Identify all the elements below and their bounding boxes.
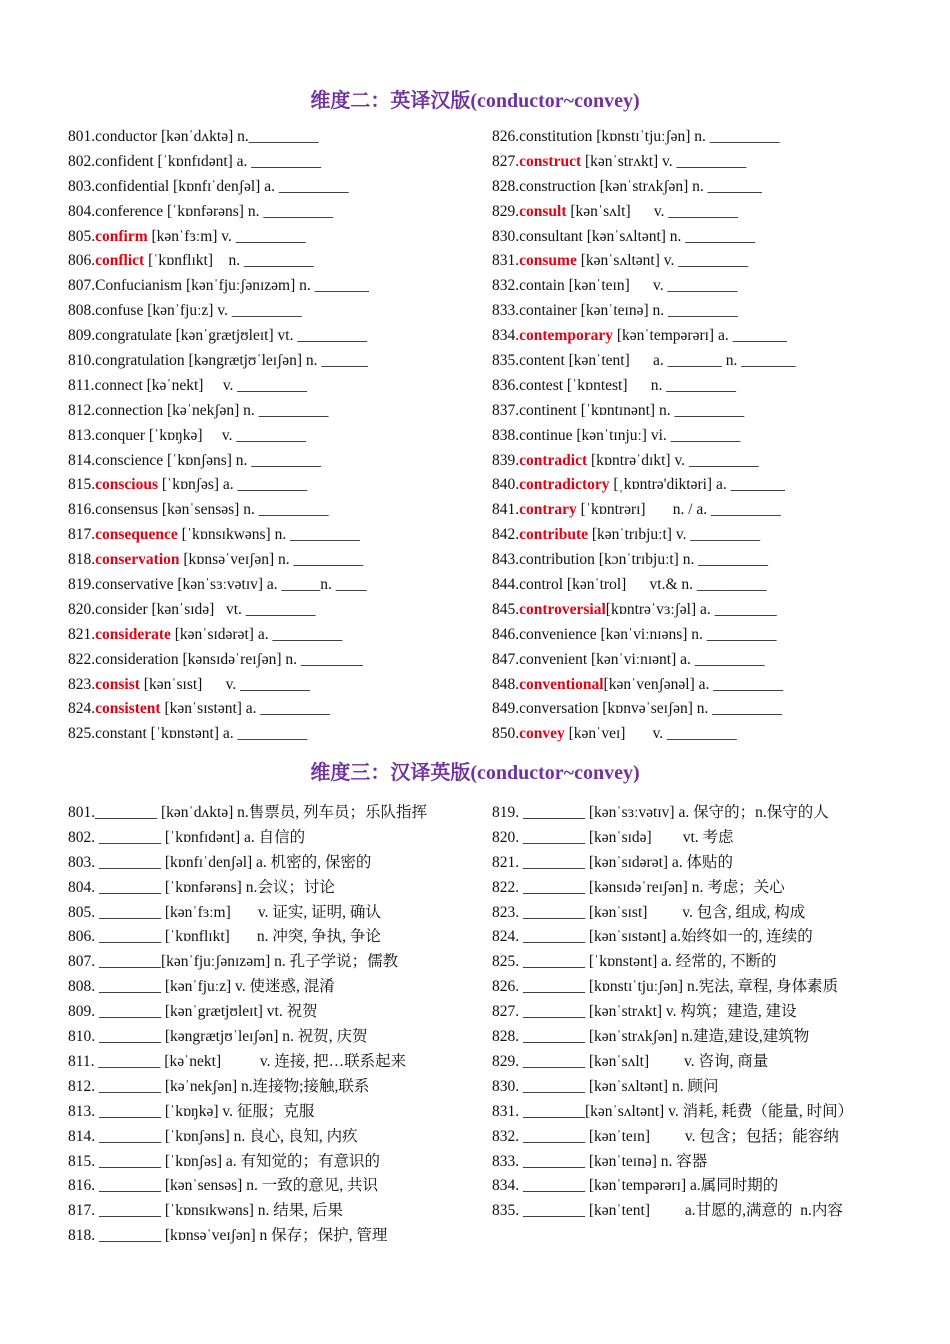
entry-number: 847.: [492, 650, 520, 668]
entry-number: 801.: [68, 128, 96, 145]
vocab-entry: [68, 125, 468, 150]
entry-phonetic-blank: [kəngrætjʊˈleɪʃən] n. ______: [184, 352, 368, 370]
entry-word: conversation: [519, 700, 599, 718]
section3-left-column: [68, 801, 473, 1249]
vocab-entry: [68, 299, 468, 324]
vocab-entry: 802. ________ [ˈkɒnfɪdənt] a. 自信的: [68, 828, 306, 846]
vocab-entry: [68, 200, 468, 225]
entry-phonetic-blank: [kənˈtent] a. _______ n. _______: [564, 352, 796, 370]
entry-number: 805.: [68, 227, 96, 245]
entry-phonetic-blank: [ˈkɒnʃəns] n. _________: [163, 451, 322, 469]
vocab-entry: 833. ________ [kənˈteɪnə] n. 容器: [492, 1152, 708, 1170]
vocab-entry: 804. ________ [ˈkɒnfərəns] n.会议；讨论: [68, 878, 335, 896]
entry-phonetic-blank: [kənˈsʌlt] v. _________: [566, 202, 739, 220]
entry-number: 828.: [492, 177, 520, 195]
entry-phonetic-blank: [kənˈgrætjʊleɪt] vt. _________: [171, 327, 368, 345]
entry-word: contest: [519, 376, 564, 394]
vocab-entry: [492, 722, 892, 747]
entry-phonetic-blank: [kənˈsɪstənt] a. _________: [160, 700, 331, 718]
section3-right-column: [492, 801, 892, 1224]
vocab-entry: [492, 573, 892, 598]
entry-number: 836.: [492, 376, 520, 394]
section-title-chinese-to-english: 维度三：汉译英版(conductor~convey): [310, 762, 640, 784]
entry-word: confidential: [95, 177, 170, 195]
entry-number: 840.: [492, 476, 520, 494]
highlighted-word: contribute: [519, 526, 589, 544]
entry-word: congratulation: [95, 352, 185, 370]
section2-left-column: [68, 125, 468, 747]
entry-number: 823.: [68, 675, 96, 693]
entry-phonetic-blank: [kənˈtrɪbjuːt] v. _________: [588, 526, 761, 544]
vocab-entry: [492, 598, 892, 623]
entry-number: 812.: [68, 401, 96, 419]
entry-number: 819.: [68, 576, 96, 594]
highlighted-word: contradict: [519, 451, 588, 469]
entry-number: 831.: [492, 252, 520, 270]
entry-phonetic-blank: [kənˈfjuːʃənɪzəm] n. _______: [182, 277, 369, 295]
entry-number: 835.: [492, 352, 520, 370]
entry-number: 820.: [68, 600, 96, 618]
entry-number: 844.: [492, 576, 520, 594]
vocab-entry: [68, 598, 468, 623]
entry-phonetic-blank: [kənˈstrʌkt] v. _________: [581, 152, 747, 170]
vocab-entry: 831. ________[kənˈsʌltənt] v. 消耗, 耗费（能量, 时间）: [492, 1102, 854, 1120]
entry-number: 802.: [68, 152, 96, 170]
vocab-entry: [68, 573, 468, 598]
entry-word: conscience: [95, 451, 164, 469]
highlighted-word: considerate: [95, 625, 171, 643]
entry-phonetic-blank: [kənˈtempərərɪ] a. _______: [612, 327, 787, 345]
vocab-entry: [492, 548, 892, 573]
entry-phonetic-blank: [ˌkɒntrə'diktəri] a. _______: [609, 476, 785, 494]
vocab-entry: [68, 473, 468, 498]
entry-phonetic-blank: [kənˈsʌltənt] v. _________: [576, 252, 749, 270]
vocab-entry: [68, 249, 468, 274]
vocab-entry: 818. ________ [kɒnsəˈveɪʃən] n 保存；保护, 管理: [68, 1227, 388, 1245]
entry-word: conference: [95, 202, 164, 220]
entry-word: constitution: [519, 128, 593, 145]
entry-number: 824.: [68, 700, 96, 718]
vocab-entry: [68, 150, 468, 175]
entry-number: 846.: [492, 625, 520, 643]
vocab-entry: [492, 697, 892, 722]
highlighted-word: consequence: [95, 526, 178, 544]
entry-number: 839.: [492, 451, 520, 469]
entry-number: 809.: [68, 327, 96, 345]
vocab-entry: 819. ________ [kənˈsɜːvətɪv] a. 保守的；n.保守的人: [492, 804, 829, 821]
section2-right-column: [492, 125, 892, 747]
entry-phonetic-blank: [kənˈsʌltənt] n. _________: [582, 227, 756, 245]
vocab-entry: 813. ________ [ˈkɒŋkə] v. 征服；克服: [68, 1102, 315, 1120]
entry-number: 814.: [68, 451, 96, 469]
vocab-entry: 827. ________ [kənˈstrʌkt] v. 构筑；建造, 建设: [492, 1003, 797, 1021]
entry-number: 826.: [492, 128, 520, 145]
highlighted-word: construct: [519, 152, 582, 170]
vocab-entry: 826. ________ [kɒnstɪˈtjuːʃən] n.宪法, 章程, 身体素质: [492, 978, 839, 996]
entry-phonetic-blank: [kənˈviːnɪənt] a. _________: [587, 650, 765, 668]
vocab-entry: [492, 399, 892, 424]
entry-number: 842.: [492, 526, 520, 544]
highlighted-word: consume: [519, 252, 577, 270]
entry-number: 850.: [492, 725, 520, 743]
vocab-entry: [68, 324, 468, 349]
entry-phonetic-blank: [ˈkɒntest] n. _________: [563, 376, 737, 394]
vocab-entry: [492, 648, 892, 673]
vocab-entry: 809. ________ [kənˈgrætjʊleɪt] vt. 祝贺: [68, 1003, 318, 1021]
vocab-entry: [492, 424, 892, 449]
vocab-entry: [492, 324, 892, 349]
vocab-entry: 832. ________ [kənˈteɪn] v. 包含；包括；能容纳: [492, 1127, 839, 1145]
vocab-entry: [68, 399, 468, 424]
highlighted-word: contemporary: [519, 327, 613, 345]
entry-phonetic-blank: [kənˈsɜːvətɪv] a. _____n. ____: [173, 576, 367, 594]
vocab-entry: 807. ________[kənˈfjuːʃənɪzəm] n. 孔子学说；儒教: [68, 953, 399, 971]
entry-phonetic-blank: [kənˈtɪnjuː] vi. _________: [572, 426, 741, 444]
vocab-entry: [492, 299, 892, 324]
entry-phonetic-blank: [kənˈfɜːm] v. _________: [147, 227, 306, 245]
entry-number: 827.: [492, 152, 520, 170]
entry-number: 838.: [492, 426, 520, 444]
entry-phonetic-blank: [kɒnsəˈveɪʃən] n. _________: [179, 551, 364, 569]
entry-phonetic-blank: [kənˈveɪ] v. _________: [564, 725, 737, 743]
entry-word: continent: [519, 401, 577, 419]
vocab-entry: 834. ________ [kənˈtempərərɪ] a.属同时期的: [492, 1177, 779, 1195]
entry-number: 845.: [492, 600, 520, 618]
entry-number: 843.: [492, 551, 520, 569]
vocab-entry: 829. ________ [kənˈsʌlt] v. 咨询, 商量: [492, 1052, 769, 1070]
entry-word: continue: [519, 426, 573, 444]
entry-number: 848.: [492, 675, 520, 693]
entry-word: content: [519, 352, 565, 370]
vocab-entry: [68, 548, 468, 573]
entry-word: convenient: [519, 650, 588, 668]
entry-number: 825.: [68, 725, 96, 743]
vocab-entry: [68, 424, 468, 449]
vocab-entry: 805. ________ [kənˈfɜːm] v. 证实, 证明, 确认: [68, 903, 381, 921]
entry-number: 815.: [68, 476, 96, 494]
entry-phonetic-blank: [kɒntrəˈvɜːʃəl] a. ________: [605, 600, 777, 618]
entry-number: 837.: [492, 401, 520, 419]
vocab-entry: [492, 274, 892, 299]
entry-phonetic-blank: [kɒntrəˈdɪkt] v. _________: [587, 451, 759, 469]
entry-phonetic-blank: [ˈkɒnʃəs] a. _________: [158, 476, 308, 494]
vocab-entry: [68, 374, 468, 399]
entry-word: confuse: [95, 302, 144, 320]
entry-phonetic-blank: [ˈkɒnstənt] a. _________: [146, 725, 308, 743]
vocab-entry: [68, 648, 468, 673]
vocab-entry: [68, 697, 468, 722]
entry-number: 818.: [68, 551, 96, 569]
highlighted-word: consult: [519, 202, 567, 220]
vocab-entry: [68, 498, 468, 523]
vocab-entry: [492, 175, 892, 200]
entry-phonetic-blank: [kənˈteɪn] v. _________: [564, 277, 738, 295]
vocab-entry: 811. ________ [kəˈnekt] v. 连接, 把…联系起来: [68, 1052, 407, 1070]
entry-word: conquer: [95, 426, 146, 444]
entry-word: control: [519, 576, 564, 594]
vocab-entry: [492, 374, 892, 399]
vocab-entry: 821. ________ [kənˈsɪdərət] a. 体贴的: [492, 853, 734, 871]
entry-phonetic-blank: [kənˈsɪst] v. _________: [139, 675, 310, 693]
entry-word: confident: [95, 152, 154, 170]
entry-number: 808.: [68, 302, 96, 320]
vocab-entry: 823. ________ [kənˈsɪst] v. 包含, 组成, 构成: [492, 903, 806, 921]
entry-phonetic-blank: [kənˈvenʃənəl] a. _________: [603, 675, 784, 693]
entry-phonetic-blank: [ˈkɒnsɪkwəns] n. _________: [177, 526, 360, 544]
vocab-entry: 801.________ [kənˈdʌktə] n.售票员, 列车员；乐队指挥: [68, 804, 428, 821]
entry-phonetic-blank: [kɒnstɪˈtjuːʃən] n. _________: [592, 128, 780, 145]
vocab-entry: 803. ________ [kɒnfɪˈdenʃəl] a. 机密的, 保密的: [68, 853, 372, 871]
entry-number: 816.: [68, 501, 96, 519]
highlighted-word: conflict: [95, 252, 145, 270]
vocab-entry: [492, 125, 892, 150]
entry-phonetic-blank: [kənˈsɪdərət] a. _________: [170, 625, 343, 643]
vocab-entry: [68, 225, 468, 250]
vocab-entry: [492, 349, 892, 374]
entry-phonetic-blank: [ˈkɒnfɪdənt] a. _________: [153, 152, 322, 170]
entry-word: conservative: [95, 576, 174, 594]
entry-phonetic-blank: [ˈkɒnfərəns] n. _________: [163, 202, 334, 220]
entry-number: 817.: [68, 526, 96, 544]
vocab-entry: [68, 449, 468, 474]
entry-phonetic-blank: [kəˈnekʃən] n. _________: [163, 401, 329, 419]
entry-word: construction: [519, 177, 596, 195]
highlighted-word: consistent: [95, 700, 161, 718]
vocab-entry: [492, 200, 892, 225]
vocab-entry: [492, 449, 892, 474]
entry-word: conductor: [95, 128, 158, 145]
entry-word: consider: [95, 600, 148, 618]
vocab-entry: [492, 623, 892, 648]
vocab-entry: 816. ________ [kənˈsensəs] n. 一致的意见, 共识: [68, 1177, 378, 1195]
vocab-entry: 808. ________ [kənˈfjuːz] v. 使迷惑, 混淆: [68, 978, 335, 996]
vocab-entry: [492, 249, 892, 274]
vocab-entry: [492, 473, 892, 498]
vocab-entry: [492, 673, 892, 698]
vocab-entry: 825. ________ [ˈkɒnstənt] a. 经常的, 不断的: [492, 953, 777, 971]
entry-phonetic-blank: [ˈkɒŋkə] v. _________: [145, 426, 307, 444]
vocab-entry: 828. ________ [kənˈstrʌkʃən] n.建造,建设,建筑物: [492, 1028, 810, 1046]
entry-phonetic-blank: [kənˈviːnɪəns] n. _________: [596, 625, 777, 643]
entry-word: consideration: [95, 650, 179, 668]
entry-word: consultant: [519, 227, 583, 245]
entry-phonetic-blank: [kənˈsensəs] n. _________: [157, 501, 329, 519]
entry-number: 804.: [68, 202, 96, 220]
highlighted-word: confirm: [95, 227, 148, 245]
vocab-entry: [68, 623, 468, 648]
vocab-entry: [492, 150, 892, 175]
entry-phonetic-blank: [kɒnvəˈseɪʃən] n. _________: [598, 700, 783, 718]
entry-number: 834.: [492, 327, 520, 345]
vocab-entry: 814. ________ [ˈkɒnʃəns] n. 良心, 良知, 内疚: [68, 1127, 358, 1145]
highlighted-word: convey: [519, 725, 565, 743]
highlighted-word: conservation: [95, 551, 180, 569]
vocab-entry: 812. ________ [kəˈnekʃən] n.连接物;接触,联系: [68, 1077, 370, 1095]
entry-number: 810.: [68, 352, 96, 370]
entry-phonetic-blank: [kɒnfɪˈdenʃəl] a. _________: [169, 177, 349, 195]
section-title-english-to-chinese: 维度二：英译汉版(conductor~convey): [310, 90, 640, 112]
entry-phonetic-blank: [kɔnˈtrɪbjuːt] n. _________: [594, 551, 768, 569]
entry-phonetic-blank: [kəˈnekt] v. _________: [142, 376, 308, 394]
vocab-entry: [492, 225, 892, 250]
vocab-entry: [68, 349, 468, 374]
highlighted-word: consist: [95, 675, 140, 693]
entry-phonetic-blank: [kənˈtrol] vt.& n. _________: [563, 576, 767, 594]
entry-number: 832.: [492, 277, 520, 295]
vocab-entry: 817. ________ [ˈkɒnsɪkwəns] n. 结果, 后果: [68, 1202, 344, 1220]
entry-word: container: [519, 302, 577, 320]
entry-phonetic-blank: [kənˈstrʌkʃən] n. _______: [595, 177, 762, 195]
entry-phonetic-blank: [ˈkɒntrərɪ] n. / a. _________: [576, 501, 781, 519]
vocab-entry: [68, 673, 468, 698]
entry-number: 849.: [492, 700, 520, 718]
entry-word: connection: [95, 401, 164, 419]
entry-number: 811.: [68, 376, 95, 394]
vocab-entry: 806. ________ [ˈkɒnflɪkt] n. 冲突, 争执, 争论: [68, 928, 381, 946]
highlighted-word: conventional: [519, 675, 604, 693]
entry-number: 830.: [492, 227, 520, 245]
vocab-entry: [68, 722, 468, 747]
entry-phonetic-blank: [kənsɪdəˈreɪʃən] n. ________: [178, 650, 363, 668]
entry-number: 803.: [68, 177, 96, 195]
entry-number: 833.: [492, 302, 520, 320]
entry-word: Confucianism: [95, 277, 183, 295]
entry-number: 813.: [68, 426, 96, 444]
entry-number: 806.: [68, 252, 96, 270]
entry-number: 829.: [492, 202, 520, 220]
vocab-entry: 810. ________ [kəngrætjʊˈleɪʃən] n. 祝贺, 庆贺: [68, 1028, 368, 1046]
entry-number: 841.: [492, 501, 520, 519]
vocab-entry: [492, 498, 892, 523]
entry-number: 822.: [68, 650, 96, 668]
vocab-entry: 835. ________ [kənˈtent] a.甘愿的,满意的 n.内容: [492, 1202, 843, 1220]
vocab-entry: [68, 274, 468, 299]
vocab-entry: [68, 523, 468, 548]
entry-word: constant: [95, 725, 147, 743]
entry-number: 821.: [68, 625, 96, 643]
entry-word: convenience: [519, 625, 597, 643]
vocab-entry: 830. ________ [kənˈsʌltənt] n. 顾问: [492, 1077, 719, 1095]
highlighted-word: contrary: [519, 501, 577, 519]
entry-phonetic-blank: [kənˈfjuːz] v. _________: [143, 302, 302, 320]
highlighted-word: contradictory: [519, 476, 610, 494]
entry-word: contain: [519, 277, 565, 295]
entry-word: connect: [94, 376, 143, 394]
vocab-entry: 815. ________ [ˈkɒnʃəs] a. 有知觉的；有意识的: [68, 1152, 381, 1170]
vocab-entry: [68, 175, 468, 200]
entry-word: contribution: [519, 551, 595, 569]
entry-word: congratulate: [95, 327, 172, 345]
highlighted-word: controversial: [519, 600, 606, 618]
vocab-entry: 820. ________ [kənˈsɪdə] vt. 考虑: [492, 828, 734, 846]
vocab-entry: 824. ________ [kənˈsɪstənt] a.始终如一的, 连续的: [492, 928, 813, 946]
vocab-entry: [492, 523, 892, 548]
entry-phonetic-blank: [ˈkɒntɪnənt] n. _________: [576, 401, 745, 419]
vocab-entry: 822. ________ [kənsɪdəˈreɪʃən] n. 考虑；关心: [492, 878, 785, 896]
entry-phonetic-blank: [ˈkɒnflɪkt] n. _________: [144, 252, 314, 270]
entry-word: consensus: [95, 501, 158, 519]
entry-phonetic-blank: [kənˈdʌktə] n._________: [157, 128, 319, 145]
highlighted-word: conscious: [95, 476, 158, 494]
entry-phonetic-blank: [kənˈteɪnə] n. _________: [576, 302, 738, 320]
entry-number: 807.: [68, 277, 96, 295]
entry-phonetic-blank: [kənˈsɪdə] vt. _________: [147, 600, 316, 618]
